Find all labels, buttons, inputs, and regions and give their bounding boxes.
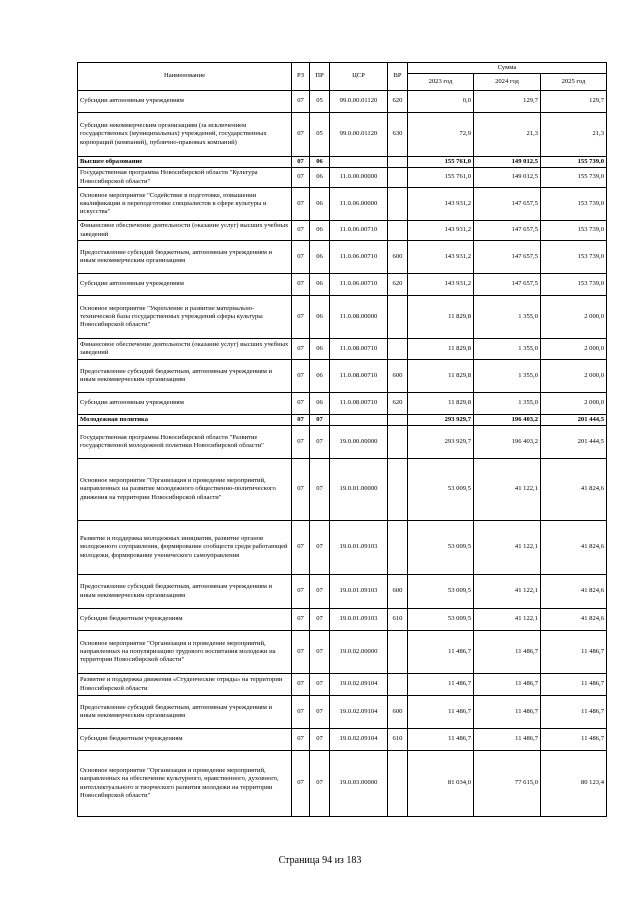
cell-name: Субсидии бюджетным учреждениям [78, 729, 292, 751]
cell-vr [388, 296, 408, 339]
cell-y2025: 21,3 [541, 113, 607, 157]
cell-y2025: 11 486,7 [541, 696, 607, 729]
cell-pr: 07 [310, 631, 330, 674]
cell-pr: 07 [310, 459, 330, 521]
header-csr: ЦСР [330, 63, 388, 91]
cell-pr: 06 [310, 168, 330, 188]
cell-rz: 07 [292, 188, 310, 221]
table-row [78, 674, 607, 696]
table-row [78, 91, 607, 113]
cell-csr: 19.0.00.00000 [330, 426, 388, 459]
cell-vr: 600 [388, 575, 408, 609]
cell-y2024: 41 122,1 [474, 459, 541, 521]
cell-name: Предоставление субсидий бюджетным, автономным учреждениям и иным некоммерческим организациям [78, 241, 292, 274]
table-row [78, 339, 607, 360]
cell-csr: 19.0.01.09103 [330, 521, 388, 575]
cell-pr: 07 [310, 729, 330, 751]
cell-rz: 07 [292, 415, 310, 426]
cell-y2025: 155 739,0 [541, 168, 607, 188]
table-row [78, 296, 607, 339]
cell-rz: 07 [292, 113, 310, 157]
cell-pr: 05 [310, 91, 330, 113]
cell-y2025: 153 739,0 [541, 241, 607, 274]
cell-pr: 07 [310, 575, 330, 609]
cell-vr [388, 751, 408, 817]
header-year-2024: 2024 год [474, 74, 541, 91]
cell-name: Высшее образование [78, 157, 292, 168]
cell-name: Развитие и поддержка движения «Студенческие отряды» на территории Новосибирской области [78, 674, 292, 696]
cell-rz: 07 [292, 360, 310, 393]
cell-vr [388, 339, 408, 360]
table-row [78, 426, 607, 459]
table-row [78, 609, 607, 631]
cell-vr [388, 168, 408, 188]
cell-y2024: 21,3 [474, 113, 541, 157]
cell-pr: 06 [310, 188, 330, 221]
cell-y2025: 155 739,0 [541, 157, 607, 168]
cell-pr: 06 [310, 360, 330, 393]
header-rz: РЗ [292, 63, 310, 91]
header-pr: ПР [310, 63, 330, 91]
cell-csr: 19.0.02.09104 [330, 696, 388, 729]
cell-pr: 06 [310, 274, 330, 296]
cell-pr: 07 [310, 426, 330, 459]
cell-pr: 06 [310, 241, 330, 274]
cell-y2023: 53 009,5 [408, 609, 474, 631]
cell-vr [388, 188, 408, 221]
cell-y2025: 129,7 [541, 91, 607, 113]
cell-y2024: 11 486,7 [474, 729, 541, 751]
cell-y2023: 143 931,2 [408, 274, 474, 296]
cell-name: Основное мероприятие "Содействие в подготовке, повышении квалификации и переподготовке специалистов в сфере культуры и искусства" [78, 188, 292, 221]
cell-name: Субсидии автономным учреждениям [78, 274, 292, 296]
cell-y2023: 155 761,0 [408, 168, 474, 188]
cell-y2024: 149 012,5 [474, 168, 541, 188]
cell-name: Предоставление субсидий бюджетным, автономным учреждениям и иным некоммерческим организациям [78, 360, 292, 393]
table-row [78, 575, 607, 609]
cell-name: Финансовое обеспечение деятельности (оказание услуг) высших учебных заведений [78, 339, 292, 360]
cell-pr: 07 [310, 696, 330, 729]
cell-pr: 06 [310, 393, 330, 415]
table-row [78, 113, 607, 157]
cell-y2023: 293 929,7 [408, 415, 474, 426]
cell-y2025: 11 486,7 [541, 631, 607, 674]
cell-y2023: 53 009,5 [408, 459, 474, 521]
cell-y2024: 129,7 [474, 91, 541, 113]
table-row [78, 696, 607, 729]
cell-pr: 07 [310, 751, 330, 817]
cell-csr: 11.0.08.00710 [330, 360, 388, 393]
cell-vr: 620 [388, 91, 408, 113]
cell-rz: 07 [292, 339, 310, 360]
cell-pr: 05 [310, 113, 330, 157]
table-row [78, 241, 607, 274]
cell-y2025: 2 000,0 [541, 360, 607, 393]
cell-y2023: 155 761,0 [408, 157, 474, 168]
cell-csr [330, 415, 388, 426]
cell-y2025: 41 824,6 [541, 575, 607, 609]
cell-csr: 19.0.03.00000 [330, 751, 388, 817]
cell-csr: 19.0.02.09104 [330, 729, 388, 751]
cell-rz: 07 [292, 521, 310, 575]
cell-csr: 99.0.00.01120 [330, 113, 388, 157]
cell-y2024: 147 657,5 [474, 241, 541, 274]
cell-y2023: 11 829,8 [408, 393, 474, 415]
cell-csr: 11.0.08.00710 [330, 339, 388, 360]
cell-vr: 620 [388, 274, 408, 296]
cell-pr: 07 [310, 521, 330, 575]
cell-rz: 07 [292, 426, 310, 459]
cell-rz: 07 [292, 575, 310, 609]
table-row [78, 393, 607, 415]
table-row [78, 360, 607, 393]
cell-y2025: 201 444,5 [541, 426, 607, 459]
cell-y2025: 153 739,0 [541, 221, 607, 241]
cell-name: Субсидии автономным учреждениям [78, 393, 292, 415]
cell-name: Развитие и поддержка молодежных инициатив, развитие органов молодежного соуправления, формирование сообществ среди работающей молодежи, формирование ученического самоуправления [78, 521, 292, 575]
cell-y2024: 41 122,1 [474, 521, 541, 575]
cell-y2023: 293 929,7 [408, 426, 474, 459]
cell-csr: 11.0.06.00000 [330, 188, 388, 221]
cell-vr [388, 415, 408, 426]
cell-name: Субсидии автономным учреждениям [78, 91, 292, 113]
table-row [78, 729, 607, 751]
cell-vr: 600 [388, 696, 408, 729]
cell-csr: 11.0.00.00000 [330, 168, 388, 188]
table-row [78, 521, 607, 575]
cell-y2023: 143 931,2 [408, 188, 474, 221]
header-year-2023: 2023 год [408, 74, 474, 91]
cell-vr [388, 459, 408, 521]
cell-y2023: 11 486,7 [408, 696, 474, 729]
cell-name: Государственная программа Новосибирской области "Развитие государственной молодежной политики Новосибирской области" [78, 426, 292, 459]
cell-name: Основное мероприятие "Организация и проведение мероприятий, направленных на популяризацию трудового воспитания молодежи на территории Новосибирской области" [78, 631, 292, 674]
cell-y2024: 147 657,5 [474, 274, 541, 296]
table-row [78, 188, 607, 221]
cell-vr [388, 674, 408, 696]
header-vr: ВР [388, 63, 408, 91]
cell-pr: 06 [310, 296, 330, 339]
cell-y2023: 143 931,2 [408, 241, 474, 274]
cell-csr: 19.0.01.09103 [330, 575, 388, 609]
cell-y2025: 41 824,6 [541, 459, 607, 521]
cell-rz: 07 [292, 168, 310, 188]
cell-y2024: 1 355,0 [474, 360, 541, 393]
cell-vr [388, 426, 408, 459]
cell-csr: 11.0.08.00710 [330, 393, 388, 415]
table-row [78, 221, 607, 241]
cell-csr: 11.0.06.00710 [330, 241, 388, 274]
cell-y2023: 11 486,7 [408, 729, 474, 751]
cell-rz: 07 [292, 751, 310, 817]
cell-y2023: 81 034,0 [408, 751, 474, 817]
cell-y2025: 11 486,7 [541, 729, 607, 751]
table-row [78, 415, 607, 426]
cell-csr: 19.0.02.00000 [330, 631, 388, 674]
table-row [78, 157, 607, 168]
cell-csr: 19.0.01.09103 [330, 609, 388, 631]
cell-pr: 06 [310, 339, 330, 360]
cell-name: Основное мероприятие "Организация и проведение мероприятий, направленных на развитие молодежного общественно-политического движения на территории Новосибирской области" [78, 459, 292, 521]
cell-rz: 07 [292, 459, 310, 521]
cell-y2023: 53 009,5 [408, 575, 474, 609]
cell-y2024: 1 355,0 [474, 296, 541, 339]
cell-rz: 07 [292, 609, 310, 631]
cell-rz: 07 [292, 241, 310, 274]
cell-vr: 600 [388, 360, 408, 393]
cell-rz: 07 [292, 157, 310, 168]
cell-name: Государственная программа Новосибирской области "Культура Новосибирской области" [78, 168, 292, 188]
cell-y2024: 147 657,5 [474, 221, 541, 241]
page-number: Страница 94 из 183 [278, 855, 362, 866]
table-row [78, 631, 607, 674]
cell-y2024: 11 486,7 [474, 631, 541, 674]
cell-vr: 620 [388, 393, 408, 415]
cell-name: Предоставление субсидий бюджетным, автономным учреждениям и иным некоммерческим организациям [78, 575, 292, 609]
cell-pr: 06 [310, 157, 330, 168]
cell-y2024: 11 486,7 [474, 674, 541, 696]
cell-y2024: 1 355,0 [474, 393, 541, 415]
cell-y2023: 0,0 [408, 91, 474, 113]
cell-name: Предоставление субсидий бюджетным, автономным учреждениям и иным некоммерческим организациям [78, 696, 292, 729]
cell-name: Финансовое обеспечение деятельности (оказание услуг) высших учебных заведений [78, 221, 292, 241]
cell-name: Молодежная политика [78, 415, 292, 426]
cell-y2023: 11 829,8 [408, 360, 474, 393]
cell-y2025: 2 000,0 [541, 339, 607, 360]
cell-y2023: 72,9 [408, 113, 474, 157]
cell-y2024: 41 122,1 [474, 609, 541, 631]
cell-pr: 07 [310, 609, 330, 631]
cell-rz: 07 [292, 221, 310, 241]
cell-y2024: 196 403,2 [474, 426, 541, 459]
cell-name: Основное мероприятие "Организация и проведение мероприятий, направленных на обеспечение культурного, нравственного, духовного, интеллектуального и творческого развития молодежи на территории Новосибирской области" [78, 751, 292, 817]
table-row [78, 751, 607, 817]
cell-y2025: 2 000,0 [541, 393, 607, 415]
cell-rz: 07 [292, 696, 310, 729]
header-year-2025: 2025 год [541, 74, 607, 91]
cell-y2024: 1 355,0 [474, 339, 541, 360]
header-name: Наименование [78, 63, 292, 91]
cell-y2025: 201 444,5 [541, 415, 607, 426]
cell-vr: 630 [388, 113, 408, 157]
cell-vr: 600 [388, 241, 408, 274]
cell-name: Субсидии некоммерческим организациям (за исключением государственных (муниципальных) учреждений, государственных корпораций (компаний), публично-правовых компаний) [78, 113, 292, 157]
cell-vr: 610 [388, 609, 408, 631]
cell-csr: 19.0.01.00000 [330, 459, 388, 521]
cell-rz: 07 [292, 674, 310, 696]
cell-vr [388, 221, 408, 241]
table-body [78, 91, 607, 817]
cell-csr [330, 157, 388, 168]
cell-y2025: 2 000,0 [541, 296, 607, 339]
cell-y2025: 153 739,0 [541, 188, 607, 221]
budget-table [77, 62, 607, 817]
table-row [78, 274, 607, 296]
cell-vr: 610 [388, 729, 408, 751]
cell-rz: 07 [292, 296, 310, 339]
cell-y2024: 41 122,1 [474, 575, 541, 609]
cell-csr: 19.0.02.09104 [330, 674, 388, 696]
cell-csr: 99.0.00.01120 [330, 91, 388, 113]
cell-rz: 07 [292, 729, 310, 751]
cell-y2025: 11 486,7 [541, 674, 607, 696]
cell-y2025: 153 739,0 [541, 274, 607, 296]
cell-y2024: 11 486,7 [474, 696, 541, 729]
cell-y2024: 77 615,0 [474, 751, 541, 817]
cell-y2024: 149 012,5 [474, 157, 541, 168]
cell-csr: 11.0.06.00710 [330, 274, 388, 296]
cell-y2023: 11 829,8 [408, 296, 474, 339]
cell-y2024: 196 403,2 [474, 415, 541, 426]
cell-pr: 06 [310, 221, 330, 241]
cell-y2025: 41 824,6 [541, 521, 607, 575]
table-row [78, 459, 607, 521]
cell-csr: 11.0.06.00710 [330, 221, 388, 241]
cell-rz: 07 [292, 274, 310, 296]
cell-vr [388, 157, 408, 168]
cell-y2023: 11 486,7 [408, 631, 474, 674]
cell-y2023: 11 829,8 [408, 339, 474, 360]
cell-y2025: 41 824,6 [541, 609, 607, 631]
cell-y2025: 80 123,4 [541, 751, 607, 817]
cell-y2024: 147 657,5 [474, 188, 541, 221]
cell-rz: 07 [292, 631, 310, 674]
cell-name: Субсидии бюджетным учреждениям [78, 609, 292, 631]
cell-rz: 07 [292, 91, 310, 113]
cell-y2023: 53 009,5 [408, 521, 474, 575]
cell-csr: 11.0.08.00000 [330, 296, 388, 339]
cell-pr: 07 [310, 415, 330, 426]
cell-y2023: 143 931,2 [408, 221, 474, 241]
cell-rz: 07 [292, 393, 310, 415]
table-row [78, 168, 607, 188]
cell-pr: 07 [310, 674, 330, 696]
cell-vr [388, 521, 408, 575]
cell-name: Основное мероприятие "Укрепление и развитие материально-технической базы государственных учреждений сферы культуры Новосибирской области" [78, 296, 292, 339]
cell-y2023: 11 486,7 [408, 674, 474, 696]
cell-vr [388, 631, 408, 674]
header-sums: Сумма [408, 63, 607, 74]
